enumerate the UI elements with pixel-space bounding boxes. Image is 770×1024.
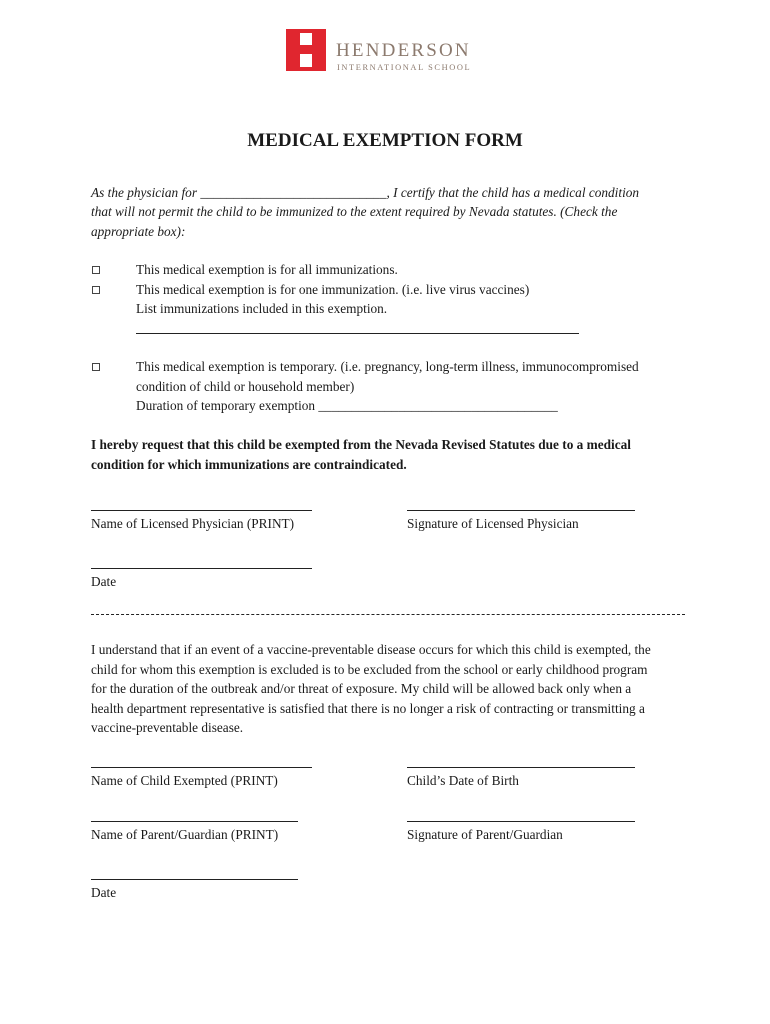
child-dob-field[interactable]: [407, 767, 635, 768]
school-logo: [286, 29, 486, 73]
option-all-label: This medical exemption is for all immunizations.: [136, 262, 398, 277]
child-dob-label: Child’s Date of Birth: [407, 773, 519, 788]
child-name-label: Name of Child Exempted (PRINT): [91, 773, 278, 788]
parent-name-field[interactable]: [91, 821, 298, 822]
physician-signature-field[interactable]: [407, 510, 635, 511]
logo-wordmark: HENDERSON: [336, 40, 471, 61]
option-temporary-line-2: condition of child or household member): [136, 379, 355, 394]
parent-date-field[interactable]: [91, 879, 298, 880]
parent-signature-field[interactable]: [407, 821, 635, 822]
physician-signature-label: Signature of Licensed Physician: [407, 516, 579, 531]
form-title: MEDICAL EXEMPTION FORM: [247, 130, 523, 151]
option-temporary-line-1: This medical exemption is temporary. (i.e. pregnancy, long-term illness, immunocompromised: [136, 359, 639, 374]
request-line-1: I hereby request that this child be exempted from the Nevada Revised Statutes due to a medical: [91, 437, 631, 452]
request-line-2: condition for which immunizations are contraindicated.: [91, 457, 407, 472]
parent-signature-label: Signature of Parent/Guardian: [407, 827, 563, 842]
checkbox-temporary[interactable]: [92, 363, 100, 371]
option-one-label: This medical exemption is for one immunization. (i.e. live virus vaccines): [136, 282, 530, 297]
list-immunizations-field[interactable]: [136, 333, 579, 334]
intro-line-2: that will not permit the child to be immunized to the extent required by Nevada statutes. (Check the: [91, 204, 618, 219]
physician-name-field[interactable]: [91, 510, 312, 511]
intro-line-3: appropriate box):: [91, 224, 186, 239]
physician-date-label: Date: [91, 574, 117, 589]
understand-line-4: health department representative is satisfied that there is no longer a risk of contracting or transmitting a: [91, 701, 645, 716]
duration-label: Duration of temporary exemption ____________________________________: [136, 398, 558, 413]
physician-name-label: Name of Licensed Physician (PRINT): [91, 516, 295, 531]
checkbox-all-immunizations[interactable]: [92, 266, 100, 274]
physician-date-field[interactable]: [91, 568, 312, 569]
parent-name-label: Name of Parent/Guardian (PRINT): [91, 827, 279, 842]
understand-line-2: child for whom this exemption is excluded is to be excluded from the school or early childhood program: [91, 662, 648, 677]
section-divider: [91, 614, 685, 615]
henderson-h-logo-icon: [286, 29, 326, 71]
child-name-field[interactable]: [91, 767, 312, 768]
understand-line-5: vaccine-preventable disease.: [91, 720, 244, 735]
parent-date-label: Date: [91, 885, 117, 900]
understand-line-1: I understand that if an event of a vaccine-preventable disease occurs for which this child is exempted, the: [91, 642, 651, 657]
intro-line-1: As the physician for ____________________________, I certify that the child has a medical condition: [91, 185, 640, 200]
list-immunizations-label: List immunizations included in this exemption.: [136, 301, 388, 316]
understand-line-3: for the duration of the outbreak and/or threat of exposure. My child will be allowed back only when a: [91, 681, 632, 696]
logo-subtitle: INTERNATIONAL SCHOOL: [337, 63, 472, 72]
checkbox-one-immunization[interactable]: [92, 286, 100, 294]
